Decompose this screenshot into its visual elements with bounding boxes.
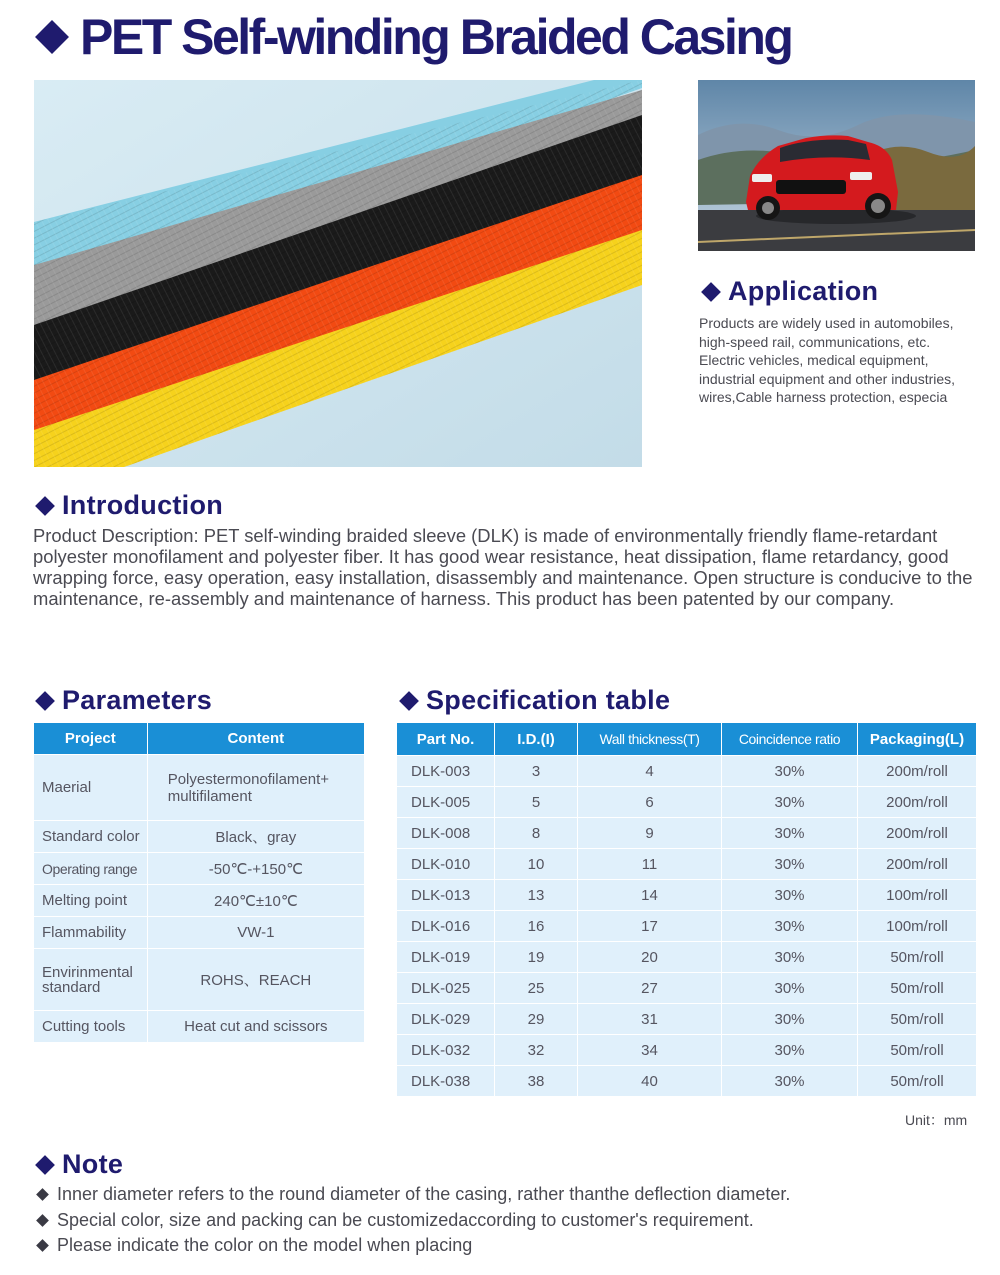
parameter-value: Polyestermonofilament+ multifilament xyxy=(147,755,364,821)
wall-thickness-cell: 9 xyxy=(578,818,722,849)
coincidence-ratio-cell: 30% xyxy=(722,1004,858,1035)
note-item xyxy=(36,1182,790,1208)
diamond-bullet-icon xyxy=(36,1214,49,1227)
packaging-cell: 50m/roll xyxy=(858,942,977,973)
part-number-cell: DLK-010 xyxy=(397,849,495,880)
table-row xyxy=(34,821,365,853)
coincidence-ratio-cell: 30% xyxy=(722,911,858,942)
specification-table xyxy=(396,722,977,1097)
table-row xyxy=(397,787,977,818)
specification-heading: Specification table xyxy=(400,685,670,716)
column-header: Part No. xyxy=(397,723,495,756)
table-row xyxy=(397,849,977,880)
application-line: industrial equipment and other industries, xyxy=(699,370,956,387)
specification-table-body xyxy=(397,756,977,1097)
diamond-bullet-icon xyxy=(701,282,721,302)
packaging-cell: 200m/roll xyxy=(858,756,977,787)
parameter-name: Flammability xyxy=(34,917,148,949)
coincidence-ratio-cell: 30% xyxy=(722,818,858,849)
coincidence-ratio-cell: 30% xyxy=(722,1035,858,1066)
part-number-cell: DLK-013 xyxy=(397,880,495,911)
wall-thickness-cell: 34 xyxy=(578,1035,722,1066)
part-number-cell: DLK-025 xyxy=(397,973,495,1004)
inner-diameter-cell: 5 xyxy=(495,787,578,818)
table-row xyxy=(397,880,977,911)
table-row xyxy=(397,1035,977,1066)
page-title xyxy=(34,8,791,66)
parameter-name: Melting point xyxy=(34,885,148,917)
table-row xyxy=(397,1004,977,1035)
table-row xyxy=(397,756,977,787)
inner-diameter-cell: 32 xyxy=(495,1035,578,1066)
wall-thickness-cell: 4 xyxy=(578,756,722,787)
diamond-bullet-icon xyxy=(35,496,55,516)
table-row xyxy=(397,818,977,849)
packaging-cell: 50m/roll xyxy=(858,1004,977,1035)
parameters-table xyxy=(33,722,365,1043)
diamond-bullet-icon xyxy=(36,1239,49,1252)
coincidence-ratio-cell: 30% xyxy=(722,973,858,1004)
table-header-row xyxy=(34,723,365,755)
application-line: Electric vehicles, medical equipment, xyxy=(699,352,929,368)
packaging-cell: 200m/roll xyxy=(858,849,977,880)
packaging-cell: 100m/roll xyxy=(858,880,977,911)
table-row xyxy=(34,885,365,917)
coincidence-ratio-cell: 30% xyxy=(722,1066,858,1097)
application-text xyxy=(699,314,989,407)
product-photo xyxy=(34,80,642,467)
note-item xyxy=(36,1233,790,1259)
part-number-cell: DLK-038 xyxy=(397,1066,495,1097)
packaging-cell: 200m/roll xyxy=(858,787,977,818)
table-row xyxy=(397,911,977,942)
parameter-value: ROHS、REACH xyxy=(147,949,364,1011)
part-number-cell: DLK-019 xyxy=(397,942,495,973)
packaging-cell: 50m/roll xyxy=(858,1066,977,1097)
packaging-cell: 50m/roll xyxy=(858,973,977,1004)
parameter-name: Operating range xyxy=(34,853,148,885)
wall-thickness-cell: 27 xyxy=(578,973,722,1004)
wall-thickness-cell: 11 xyxy=(578,849,722,880)
table-row xyxy=(34,917,365,949)
part-number-cell: DLK-016 xyxy=(397,911,495,942)
parameter-value: VW-1 xyxy=(147,917,364,949)
table-header-row xyxy=(397,723,977,756)
application-line: high-speed rail, communications, etc. xyxy=(699,333,931,350)
column-header: Coincidence ratio xyxy=(722,723,858,756)
part-number-cell: DLK-005 xyxy=(397,787,495,818)
parameter-value: Heat cut and scissors xyxy=(147,1011,364,1043)
note-heading: Note xyxy=(36,1149,123,1180)
column-header: Wall thickness(T) xyxy=(578,723,722,756)
inner-diameter-cell: 19 xyxy=(495,942,578,973)
note-text: Please indicate the color on the model when placing xyxy=(57,1235,473,1256)
diamond-bullet-icon xyxy=(36,1188,49,1201)
braided-sleeves-image xyxy=(34,80,642,467)
column-header: I.D.(I) xyxy=(495,723,578,756)
column-header: Content xyxy=(147,723,364,755)
note-text: Special color, size and packing can be customizedaccording to customer's requirement. xyxy=(57,1209,754,1230)
packaging-cell: 50m/roll xyxy=(858,1035,977,1066)
note-text: Inner diameter refers to the round diameter of the casing, rather thanthe deflection diameter. xyxy=(57,1184,791,1205)
part-number-cell: DLK-032 xyxy=(397,1035,495,1066)
note-item xyxy=(36,1208,790,1234)
wall-thickness-cell: 14 xyxy=(578,880,722,911)
inner-diameter-cell: 3 xyxy=(495,756,578,787)
coincidence-ratio-cell: 30% xyxy=(722,942,858,973)
wall-thickness-cell: 31 xyxy=(578,1004,722,1035)
diamond-bullet-icon xyxy=(399,691,419,711)
parameter-name: Maerial xyxy=(34,755,148,821)
part-number-cell: DLK-008 xyxy=(397,818,495,849)
diamond-bullet-icon xyxy=(35,1155,55,1175)
application-line: Products are widely used in automobiles, xyxy=(699,315,954,331)
parameter-name: Envirinmental standard xyxy=(34,949,148,1011)
table-row xyxy=(397,1066,977,1097)
note-list xyxy=(36,1182,790,1259)
introduction-heading: Introduction xyxy=(36,490,223,521)
diamond-bullet-icon xyxy=(35,691,55,711)
parameter-name: Standard color xyxy=(34,821,148,853)
table-row xyxy=(34,853,365,885)
wall-thickness-cell: 6 xyxy=(578,787,722,818)
red-sports-car-image xyxy=(698,80,975,251)
page-title-text: PET Self-winding Braided Casing xyxy=(80,9,792,65)
wall-thickness-cell: 40 xyxy=(578,1066,722,1097)
column-header: Packaging(L) xyxy=(858,723,977,756)
coincidence-ratio-cell: 30% xyxy=(722,849,858,880)
part-number-cell: DLK-029 xyxy=(397,1004,495,1035)
coincidence-ratio-cell: 30% xyxy=(722,787,858,818)
wall-thickness-cell: 17 xyxy=(578,911,722,942)
application-heading: Application xyxy=(702,276,878,307)
introduction-text: Product Description: PET self-winding braided sleeve (DLK) is made of environmentally friendly flame-retardant polyester monofilament and polyester fiber. It has good wear resistance, heat dissipation, flame retardancy, good wrapping force, easy operation, easy installation, disassembly and maintenance. Open structure is conducive to the maintenance, re-assembly and maintenance of harness. This product has been patented by our company. xyxy=(33,525,973,609)
inner-diameter-cell: 38 xyxy=(495,1066,578,1097)
table-row xyxy=(397,973,977,1004)
table-row xyxy=(34,755,365,821)
inner-diameter-cell: 29 xyxy=(495,1004,578,1035)
parameter-value: Black、gray xyxy=(147,821,364,853)
diamond-bullet-icon xyxy=(35,20,69,54)
part-number-cell: DLK-003 xyxy=(397,756,495,787)
parameter-value: -50℃-+150℃ xyxy=(147,853,364,885)
column-header: Project xyxy=(34,723,148,755)
inner-diameter-cell: 16 xyxy=(495,911,578,942)
parameters-heading: Parameters xyxy=(36,685,212,716)
parameter-value: 240℃±10℃ xyxy=(147,885,364,917)
packaging-cell: 200m/roll xyxy=(858,818,977,849)
packaging-cell: 100m/roll xyxy=(858,911,977,942)
inner-diameter-cell: 13 xyxy=(495,880,578,911)
application-line: wires,Cable harness protection, especia xyxy=(699,389,948,405)
car-photo xyxy=(698,80,975,251)
coincidence-ratio-cell: 30% xyxy=(722,880,858,911)
inner-diameter-cell: 10 xyxy=(495,849,578,880)
parameter-name: Cutting tools xyxy=(34,1011,148,1043)
table-row xyxy=(397,942,977,973)
wall-thickness-cell: 20 xyxy=(578,942,722,973)
inner-diameter-cell: 8 xyxy=(495,818,578,849)
table-row xyxy=(34,1011,365,1043)
table-row xyxy=(34,949,365,1011)
unit-label: Unit：mm xyxy=(905,1112,968,1128)
coincidence-ratio-cell: 30% xyxy=(722,756,858,787)
inner-diameter-cell: 25 xyxy=(495,973,578,1004)
